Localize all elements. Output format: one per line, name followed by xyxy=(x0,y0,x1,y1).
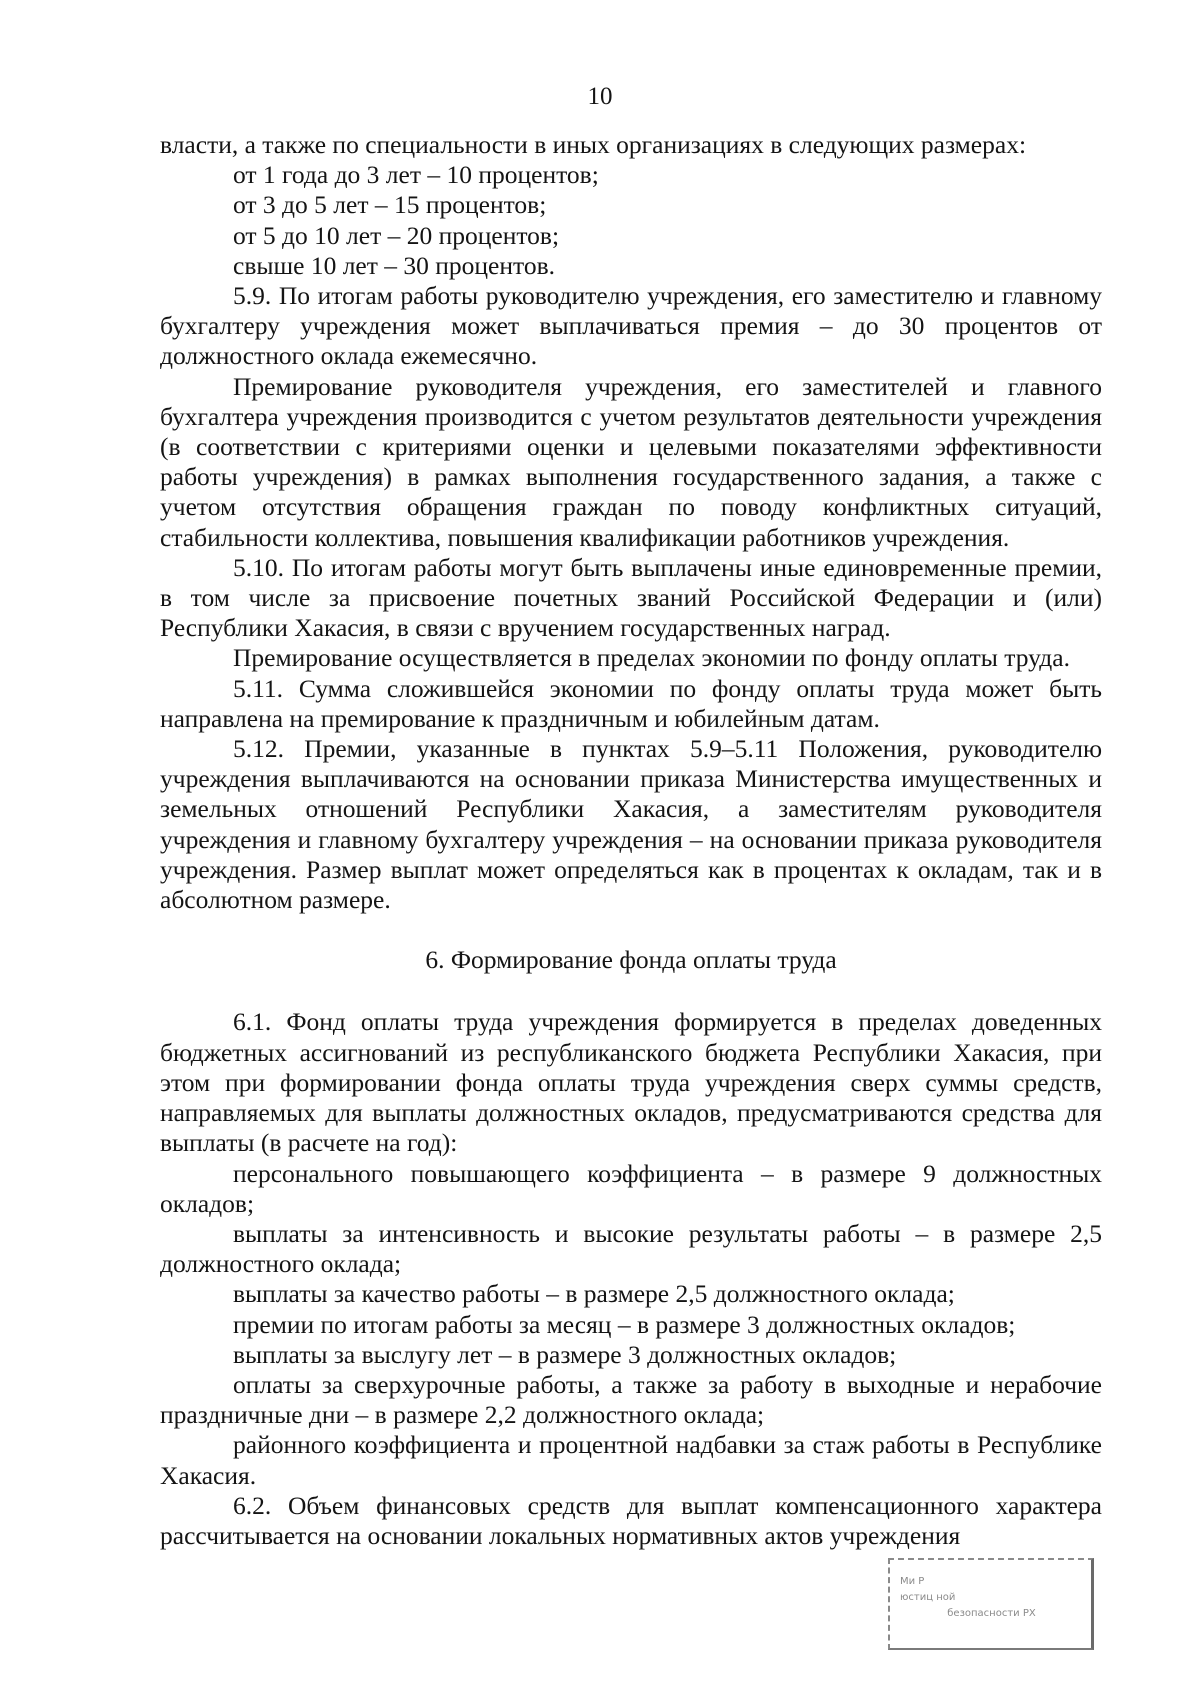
list-item: выплаты за выслугу лет – в размере 3 должностных окладов; xyxy=(233,1339,897,1369)
section-heading: 6. Формирование фонда оплаты труда xyxy=(425,945,837,975)
list-item: премии по итогам работы за месяц – в размере 3 должностных окладов; xyxy=(233,1309,1016,1339)
paragraph-6-2: 6.2. Объем финансовых средств для выплат компенсационного характера рассчитывается на основании локальных нормативных актов учреждения xyxy=(160,1490,1102,1550)
stamp-line: юстиц ной xyxy=(900,1592,956,1603)
list-item: районного коэффициента и процентной надбавки за стаж работы в Республике Хакасия. xyxy=(160,1430,1102,1490)
paragraph-continuation: власти, а также по специальности в иных организациях в следующих размерах: xyxy=(160,130,1027,159)
list-item: оплаты за сверхурочные работы, а также за работу в выходные и нерабочие праздничные дни – в размере 2,2 должностного оклада; xyxy=(160,1369,1102,1430)
stamp-line: безопасности РХ xyxy=(947,1608,1036,1619)
paragraph-6-1: 6.1. Фонд оплаты труда учреждения формируется в пределах доведенных бюджетных ассигнований из республиканского бюджета Республики Хакасия, при этом при формировании фонда оплаты труда учреждения сверх суммы средств, направляемых для выплаты должностных окладов, предусматриваются средства для выплаты (в расчете на год): xyxy=(160,1007,1102,1158)
list-item: выплаты за интенсивность и высокие результаты работы – в размере 2,5 должностного оклада; xyxy=(160,1218,1102,1279)
document-body xyxy=(160,130,1102,1551)
paragraph-5-11: 5.11. Сумма сложившейся экономии по фонду оплаты труда может быть направлена на премирование к праздничным и юбилейным датам. xyxy=(160,673,1102,733)
list-item: от 1 года до 3 лет – 10 процентов; xyxy=(233,160,599,190)
registration-stamp xyxy=(888,1558,1094,1650)
paragraph-5-9: 5.9. По итогам работы руководителю учреждения, его заместителю и главному бухгалтеру учреждения может выплачиваться премия – до 30 процентов от должностного оклада ежемесячно. xyxy=(160,281,1102,371)
list-item: персонального повышающего коэффициента – в размере 9 должностных окладов; xyxy=(160,1158,1102,1218)
list-item: свыше 10 лет – 30 процентов. xyxy=(233,250,555,280)
list-item: от 3 до 5 лет – 15 процентов; xyxy=(233,190,547,220)
stamp-line: Ми Р xyxy=(900,1576,925,1587)
list-item: от 5 до 10 лет – 20 процентов; xyxy=(233,220,560,250)
paragraph: Премирование осуществляется в пределах экономии по фонду оплаты труда. xyxy=(233,643,1070,673)
page-number: 10 xyxy=(587,83,613,110)
paragraph-5-10: 5.10. По итогам работы могут быть выплачены иные единовременные премии, в том числе за присвоение почетных званий Российской Федерации и (или) Республики Хакасия, в связи с вручением государственных наград. xyxy=(160,552,1102,643)
paragraph-5-12: 5.12. Премии, указанные в пунктах 5.9–5.11 Положения, руководителю учреждения выплачиваются на основании приказа Министерства имущественных и земельных отношений Республики Хакасия, а заместителям руководителя учреждения и главному бухгалтеру учреждения – на основании приказа руководителя учреждения. Размер выплат может определяться как в процентах к окладам, так и в абсолютном размере. xyxy=(160,734,1102,915)
list-item: выплаты за качество работы – в размере 2,5 должностного оклада; xyxy=(233,1279,955,1309)
paragraph: Премирование руководителя учреждения, его заместителей и главного бухгалтера учреждения производится с учетом результатов деятельности учреждения (в соответствии с критериями оценки и целевыми показателями эффективности работы учреждения) в рамках выполнения государственного задания, а также с учетом отсутствия обращения граждан по поводу конфликтных ситуаций, стабильности коллектива, повышения квалификации работников учреждения. xyxy=(160,371,1102,552)
